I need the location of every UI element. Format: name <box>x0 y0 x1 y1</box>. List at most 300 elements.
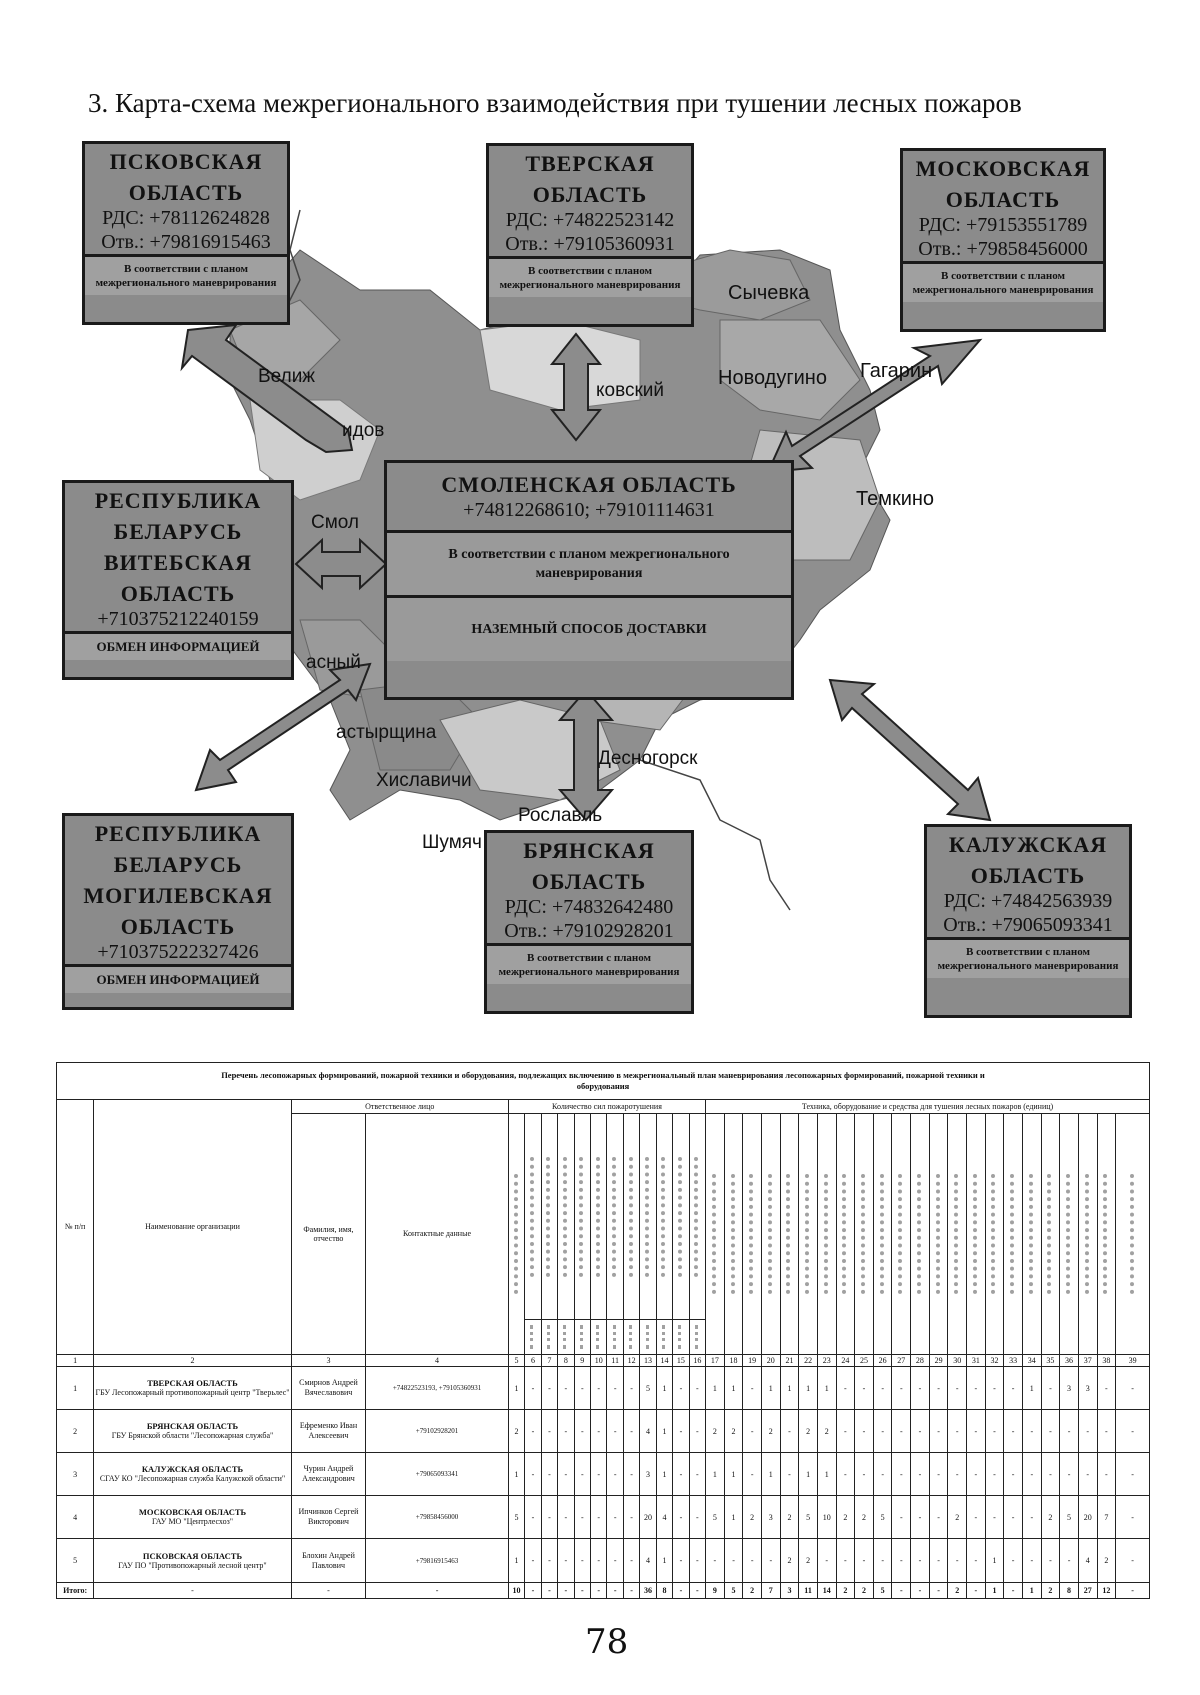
row-value: - <box>892 1366 911 1409</box>
row-value: 7 <box>1097 1496 1116 1539</box>
row-value: 1 <box>1022 1366 1041 1409</box>
total-value: 2 <box>1041 1582 1060 1598</box>
row-value: - <box>623 1453 639 1496</box>
row-value: - <box>892 1496 911 1539</box>
vertical-header-cell <box>873 1114 892 1354</box>
row-value: - <box>855 1366 874 1409</box>
responsible-phone: Отв.: +79816915463 <box>101 231 271 253</box>
row-value: - <box>836 1453 855 1496</box>
row-value: - <box>892 1453 911 1496</box>
row-organization <box>94 1410 291 1453</box>
total-value: 27 <box>1078 1582 1097 1598</box>
region-name: БЕЛАРУСЬ <box>113 519 243 544</box>
region-note: В соответствии с планом межрегионального маневрирования <box>489 256 691 297</box>
row-value: - <box>673 1539 689 1582</box>
region-name: ОБЛАСТЬ <box>531 869 647 894</box>
row-region: КАЛУЖСКАЯ ОБЛАСТЬ <box>141 1464 244 1475</box>
row-value: - <box>574 1496 590 1539</box>
vertical-header-cell <box>508 1114 524 1354</box>
row-value: - <box>558 1539 574 1582</box>
row-value: - <box>948 1366 967 1409</box>
column-number: 1 <box>57 1354 94 1366</box>
row-value: - <box>743 1453 762 1496</box>
row-value: 1 <box>508 1366 524 1409</box>
row-value: 2 <box>724 1410 743 1453</box>
row-value: 20 <box>640 1496 656 1539</box>
row-region: МОСКОВСКАЯ ОБЛАСТЬ <box>138 1507 247 1518</box>
table-row <box>57 1410 1150 1453</box>
row-value: - <box>574 1539 590 1582</box>
row-value: - <box>1004 1410 1023 1453</box>
column-number: 12 <box>623 1354 639 1366</box>
row-value: - <box>1041 1453 1060 1496</box>
header-fio: Фамилия, имя, отчество <box>291 1114 366 1354</box>
row-value: 5 <box>799 1496 818 1539</box>
smolensk-region-box <box>384 460 794 700</box>
row-value: 10 <box>817 1496 836 1539</box>
page-number: 78 <box>585 1622 629 1662</box>
row-value: - <box>1060 1539 1079 1582</box>
total-cell: - <box>94 1582 291 1598</box>
row-value: 2 <box>508 1410 524 1453</box>
row-value: - <box>873 1453 892 1496</box>
row-value: 2 <box>1041 1496 1060 1539</box>
row-fio: Ефременко Иван Алексеевич <box>291 1410 366 1453</box>
row-value: 2 <box>780 1539 799 1582</box>
row-region: ПСКОВСКАЯ ОБЛАСТЬ <box>142 1550 243 1561</box>
rds-phone: РДС: +74822523142 <box>505 209 675 231</box>
row-value: - <box>892 1539 911 1582</box>
row-value: - <box>1078 1410 1097 1453</box>
column-number: 5 <box>508 1354 524 1366</box>
region-name: БЕЛАРУСЬ <box>113 852 243 877</box>
region-name: ВИТЕБСКАЯ <box>103 550 253 575</box>
row-value: 2 <box>799 1410 818 1453</box>
column-number: 33 <box>1004 1354 1023 1366</box>
row-value: - <box>911 1453 930 1496</box>
row-organization <box>94 1366 291 1409</box>
header-forces: Количество сил пожаротушения <box>508 1099 705 1113</box>
total-value: 9 <box>706 1582 725 1598</box>
row-value: - <box>873 1410 892 1453</box>
total-value: - <box>541 1582 557 1598</box>
total-cell: - <box>366 1582 509 1598</box>
row-value: - <box>591 1539 607 1582</box>
row-value: - <box>1060 1410 1079 1453</box>
total-value: - <box>558 1582 574 1598</box>
total-value: - <box>591 1582 607 1598</box>
column-number: 16 <box>689 1354 705 1366</box>
contact-phone: +710375212240159 <box>97 608 259 630</box>
responsible-phone: Отв.: +79858456000 <box>918 238 1088 260</box>
subheader-cell <box>574 1319 590 1354</box>
vertical-header-cell <box>574 1114 590 1319</box>
city-label: асный <box>306 652 361 673</box>
row-value: - <box>673 1410 689 1453</box>
row-value: - <box>911 1410 930 1453</box>
vertical-header-cell <box>673 1114 689 1319</box>
row-value: 1 <box>724 1496 743 1539</box>
row-fio: Ипчинков Сергей Викторович <box>291 1496 366 1539</box>
header-responsible: Ответственное лицо <box>291 1099 508 1113</box>
page-title: 3. Карта-схема межрегионального взаимодействия при тушении лесных пожаров <box>88 88 1022 118</box>
row-value: 2 <box>1097 1539 1116 1582</box>
vertical-header-cell <box>892 1114 911 1354</box>
row-value: 2 <box>743 1496 762 1539</box>
city-label: Гагарин <box>860 360 933 382</box>
row-value: - <box>780 1453 799 1496</box>
row-organization <box>94 1453 291 1496</box>
row-value: 1 <box>780 1366 799 1409</box>
contact-phone: +710375222327426 <box>97 941 259 963</box>
column-number: 34 <box>1022 1354 1041 1366</box>
row-value: - <box>541 1453 557 1496</box>
row-value: 3 <box>640 1453 656 1496</box>
total-value: 2 <box>855 1582 874 1598</box>
row-region: ТВЕРСКАЯ ОБЛАСТЬ <box>147 1378 238 1388</box>
vertical-header-cell <box>541 1114 557 1319</box>
row-value: 1 <box>656 1453 672 1496</box>
column-number: 29 <box>929 1354 948 1366</box>
column-number: 9 <box>574 1354 590 1366</box>
row-value: - <box>607 1453 623 1496</box>
mogilev-region-box <box>62 813 294 1010</box>
rds-phone: РДС: +79153551789 <box>918 214 1088 236</box>
row-value: - <box>855 1410 874 1453</box>
row-value: - <box>607 1539 623 1582</box>
total-value: - <box>525 1582 541 1598</box>
total-value: 2 <box>836 1582 855 1598</box>
row-region: БРЯНСКАЯ ОБЛАСТЬ <box>146 1421 239 1432</box>
vertical-header-cell <box>967 1114 986 1354</box>
row-value: - <box>1041 1366 1060 1409</box>
subheader-cell <box>640 1319 656 1354</box>
row-fio: Смирнов Андрей Вячеславович <box>291 1366 366 1409</box>
total-label: Итого: <box>57 1582 94 1598</box>
row-value: 4 <box>640 1539 656 1582</box>
row-value: - <box>623 1410 639 1453</box>
row-value: - <box>607 1496 623 1539</box>
row-value: - <box>1004 1539 1023 1582</box>
row-value: - <box>607 1410 623 1453</box>
row-value: 2 <box>761 1410 780 1453</box>
row-contact: +79065093341 <box>366 1453 509 1496</box>
row-value: - <box>967 1539 986 1582</box>
subheader-cell <box>673 1319 689 1354</box>
city-label: Велиж <box>258 366 316 387</box>
row-value: - <box>892 1410 911 1453</box>
region-note: ОБМЕН ИНФОРМАЦИЕЙ <box>65 964 291 993</box>
rds-phone: РДС: +78112624828 <box>102 207 270 229</box>
row-value: - <box>985 1366 1004 1409</box>
total-value: - <box>607 1582 623 1598</box>
total-value: 7 <box>761 1582 780 1598</box>
row-value: - <box>574 1410 590 1453</box>
row-org-name: СГАУ КО "Лесопожарная служба Калужской области" <box>99 1474 286 1484</box>
vertical-header-cell <box>911 1114 930 1354</box>
row-value: - <box>985 1410 1004 1453</box>
row-value: - <box>948 1453 967 1496</box>
row-value: 4 <box>656 1496 672 1539</box>
vertical-header-cell <box>525 1114 541 1319</box>
row-contact: +79858456000 <box>366 1496 509 1539</box>
region-note: В соответствии с планом межрегионального маневрирования <box>903 261 1103 302</box>
column-number: 15 <box>673 1354 689 1366</box>
row-value: - <box>525 1453 541 1496</box>
vertical-header-cell <box>1097 1114 1116 1354</box>
table-row <box>57 1496 1150 1539</box>
total-value: 2 <box>948 1582 967 1598</box>
row-value: - <box>1004 1366 1023 1409</box>
region-name: МОГИЛЕВСКАЯ <box>83 883 273 908</box>
row-value: 1 <box>508 1453 524 1496</box>
smolensk-plan-note: В соответствии с планом межрегионального маневрирования <box>387 530 791 595</box>
subheader-cell <box>623 1319 639 1354</box>
row-value: - <box>911 1496 930 1539</box>
row-organization <box>94 1539 291 1582</box>
row-value: 5 <box>640 1366 656 1409</box>
row-value: - <box>673 1496 689 1539</box>
row-value: - <box>623 1366 639 1409</box>
forces-table <box>56 1062 1150 1599</box>
table-caption: Перечень лесопожарных формирований, пожарной техники и оборудования, подлежащих включению в межрегиональный план маневрирования лесопожарных формирований, пожарной техники и оборудования <box>57 1063 1150 1100</box>
row-value: - <box>911 1539 930 1582</box>
row-contact: +74822523193, +79105360931 <box>366 1366 509 1409</box>
column-number: 7 <box>541 1354 557 1366</box>
row-value: 1 <box>724 1453 743 1496</box>
row-value: - <box>761 1539 780 1582</box>
row-value: - <box>836 1539 855 1582</box>
vertical-header-cell <box>1078 1114 1097 1354</box>
column-number: 11 <box>607 1354 623 1366</box>
region-name: ОБЛАСТЬ <box>128 180 244 205</box>
vertical-header-cell <box>799 1114 818 1354</box>
row-value: - <box>525 1539 541 1582</box>
moscow-region-box <box>900 148 1106 332</box>
total-value: - <box>574 1582 590 1598</box>
total-value: 8 <box>1060 1582 1079 1598</box>
vertical-header-cell <box>836 1114 855 1354</box>
column-number: 25 <box>855 1354 874 1366</box>
subheader-cell <box>607 1319 623 1354</box>
tver-region-box <box>486 143 694 327</box>
column-number: 4 <box>366 1354 509 1366</box>
vertical-header-cell <box>689 1114 705 1319</box>
header-technique: Техника, оборудование и средства для тушения лесных пожаров (единиц) <box>706 1099 1150 1113</box>
city-label: Рославль <box>518 805 603 826</box>
row-value: - <box>967 1453 986 1496</box>
row-value: 1 <box>724 1366 743 1409</box>
city-label: астырщина <box>336 722 437 743</box>
row-value: - <box>558 1453 574 1496</box>
vertical-header-cell <box>724 1114 743 1354</box>
column-number: 30 <box>948 1354 967 1366</box>
row-value: - <box>855 1453 874 1496</box>
region-note: В соответствии с планом межрегионального маневрирования <box>487 943 691 984</box>
total-value: 8 <box>656 1582 672 1598</box>
column-number: 37 <box>1078 1354 1097 1366</box>
column-number: 31 <box>967 1354 986 1366</box>
vertical-header-cell <box>817 1114 836 1354</box>
column-number: 3 <box>291 1354 366 1366</box>
row-value: 1 <box>761 1453 780 1496</box>
row-value: - <box>591 1410 607 1453</box>
column-number: 22 <box>799 1354 818 1366</box>
row-value: 1 <box>817 1453 836 1496</box>
total-value: - <box>892 1582 911 1598</box>
vertical-header-cell <box>1116 1114 1150 1354</box>
column-number: 27 <box>892 1354 911 1366</box>
row-value: 2 <box>948 1496 967 1539</box>
row-value: - <box>1116 1366 1150 1409</box>
row-value: 3 <box>1078 1366 1097 1409</box>
vertical-header-cell <box>780 1114 799 1354</box>
row-value: - <box>673 1453 689 1496</box>
row-value: - <box>689 1496 705 1539</box>
row-value: - <box>929 1410 948 1453</box>
responsible-phone: Отв.: +79102928201 <box>504 920 674 942</box>
row-value: - <box>1116 1539 1150 1582</box>
row-value: - <box>591 1366 607 1409</box>
vertical-header-cell <box>761 1114 780 1354</box>
row-value: - <box>525 1496 541 1539</box>
row-number: 5 <box>57 1539 94 1582</box>
row-contact: +79816915463 <box>366 1539 509 1582</box>
row-value: - <box>591 1453 607 1496</box>
row-value: - <box>1060 1453 1079 1496</box>
region-note: ОБМЕН ИНФОРМАЦИЕЙ <box>65 631 291 660</box>
row-value: - <box>836 1410 855 1453</box>
row-value: - <box>525 1410 541 1453</box>
city-label: Темкино <box>856 488 935 510</box>
column-number: 6 <box>525 1354 541 1366</box>
row-value: 1 <box>799 1366 818 1409</box>
row-value: - <box>689 1453 705 1496</box>
row-value: 4 <box>640 1410 656 1453</box>
column-number: 14 <box>656 1354 672 1366</box>
column-number: 13 <box>640 1354 656 1366</box>
row-value: - <box>541 1539 557 1582</box>
row-org-name: ГБУ Брянской области "Лесопожарная служба" <box>111 1431 274 1441</box>
total-value: - <box>1116 1582 1150 1598</box>
vertical-header-cell <box>929 1114 948 1354</box>
column-number: 39 <box>1116 1354 1150 1366</box>
row-value: - <box>623 1496 639 1539</box>
subheader-cell <box>525 1319 541 1354</box>
row-value: - <box>558 1410 574 1453</box>
column-number: 18 <box>724 1354 743 1366</box>
rds-phone: РДС: +74842563939 <box>943 890 1113 912</box>
vertical-header-cell <box>558 1114 574 1319</box>
row-value: - <box>1022 1496 1041 1539</box>
row-value: - <box>1022 1453 1041 1496</box>
row-value: - <box>1097 1366 1116 1409</box>
row-value: - <box>743 1539 762 1582</box>
row-value: 1 <box>656 1410 672 1453</box>
vertical-header-cell <box>1004 1114 1023 1354</box>
region-name: СМОЛЕНСКАЯ ОБЛАСТЬ <box>441 472 737 497</box>
header-org: Наименование организации <box>94 1099 291 1354</box>
vertical-header-cell <box>591 1114 607 1319</box>
total-value: 11 <box>799 1582 818 1598</box>
vertical-header-cell <box>1060 1114 1079 1354</box>
column-number: 35 <box>1041 1354 1060 1366</box>
column-number: 2 <box>94 1354 291 1366</box>
total-value: 36 <box>640 1582 656 1598</box>
forces-table-grid <box>56 1062 1150 1599</box>
row-value: - <box>574 1453 590 1496</box>
row-number: 4 <box>57 1496 94 1539</box>
column-number: 32 <box>985 1354 1004 1366</box>
row-value: - <box>985 1453 1004 1496</box>
row-value: 1 <box>761 1366 780 1409</box>
row-value: 4 <box>1078 1539 1097 1582</box>
row-value: - <box>525 1366 541 1409</box>
column-number: 20 <box>761 1354 780 1366</box>
vertical-header-cell <box>985 1114 1004 1354</box>
header-contact: Контактные данные <box>366 1114 509 1354</box>
total-value: 2 <box>743 1582 762 1598</box>
row-value: - <box>1004 1453 1023 1496</box>
row-value: - <box>673 1366 689 1409</box>
row-value: - <box>724 1539 743 1582</box>
row-value: - <box>1116 1410 1150 1453</box>
pskov-region-box <box>82 141 290 325</box>
row-value: 2 <box>817 1410 836 1453</box>
total-value: - <box>623 1582 639 1598</box>
city-label: Смол <box>311 512 360 533</box>
row-value: - <box>1041 1539 1060 1582</box>
header-num: № п/п <box>57 1099 94 1354</box>
total-value: 10 <box>508 1582 524 1598</box>
row-value: - <box>706 1539 725 1582</box>
subheader-cell <box>656 1319 672 1354</box>
row-value: - <box>929 1453 948 1496</box>
row-value: 3 <box>1060 1366 1079 1409</box>
row-value: - <box>929 1539 948 1582</box>
total-value: 1 <box>1022 1582 1041 1598</box>
subheader-cell <box>689 1319 705 1354</box>
vertical-header-cell <box>743 1114 762 1354</box>
city-label: Десногорск <box>598 748 698 769</box>
subheader-cell <box>591 1319 607 1354</box>
region-name: БРЯНСКАЯ <box>523 838 655 863</box>
row-value: - <box>1041 1410 1060 1453</box>
region-name: РЕСПУБЛИКА <box>94 488 262 513</box>
row-value: - <box>623 1539 639 1582</box>
city-label: Хиславичи <box>376 770 472 791</box>
region-name: ТВЕРСКАЯ <box>525 151 655 176</box>
column-number: 8 <box>558 1354 574 1366</box>
vitebsk-region-box <box>62 480 294 680</box>
row-value: 2 <box>836 1496 855 1539</box>
row-value: 3 <box>761 1496 780 1539</box>
row-value: - <box>574 1366 590 1409</box>
city-label: Новодугино <box>718 367 827 389</box>
row-org-name: ГАУ МО "Центрлесхоз" <box>151 1517 234 1527</box>
row-value: - <box>967 1496 986 1539</box>
column-number: 28 <box>911 1354 930 1366</box>
row-value: - <box>948 1410 967 1453</box>
responsible-phone: Отв.: +79065093341 <box>943 914 1113 936</box>
row-value: - <box>1097 1410 1116 1453</box>
arrow-kaluga <box>830 680 990 820</box>
region-name: ОБЛАСТЬ <box>532 182 648 207</box>
row-value: - <box>591 1496 607 1539</box>
row-value: - <box>689 1366 705 1409</box>
row-value: 1 <box>706 1366 725 1409</box>
row-value: 5 <box>706 1496 725 1539</box>
